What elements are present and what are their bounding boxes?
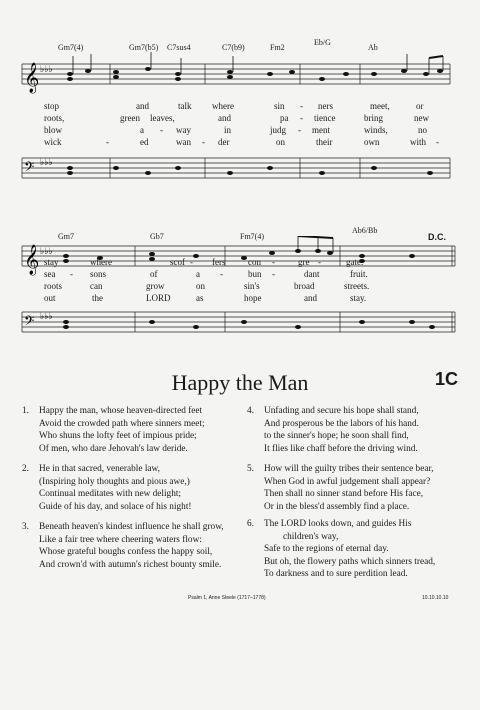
svg-text:♭♭♭: ♭♭♭: [40, 312, 53, 322]
chord-symbol: Fm7(4): [240, 232, 264, 241]
verse-line: Or in the bless'd assembly find a place.: [264, 501, 410, 512]
lyric-word: -: [272, 257, 275, 267]
lyric-word: hope: [244, 293, 262, 303]
lyric-word: leaves,: [150, 113, 175, 123]
lyric-word: streets.: [344, 281, 370, 291]
lyric-word: winds,: [364, 125, 388, 135]
verse-line: And prosperous be the labors of his hand.: [264, 418, 419, 429]
chord-symbol: Eb/G: [314, 38, 331, 47]
lyric-word: wan: [176, 137, 191, 147]
lyric-word: can: [90, 281, 103, 291]
verse-line: But oh, the flowery paths which sinners tread,: [264, 556, 436, 567]
verse-line: It flies like chaff before the driving wind.: [264, 443, 418, 454]
chord-symbol: Gm7(4): [58, 43, 84, 52]
chord-symbol: Gb7: [150, 232, 164, 241]
lyric-word: or: [416, 101, 424, 111]
verse-line: Continual meditates with new delight;: [39, 489, 182, 500]
lyric-word: judg: [270, 125, 287, 135]
lyric-word: gate.: [346, 257, 364, 267]
lyric-word: green: [120, 113, 140, 123]
hymn-title: Happy the Man: [171, 370, 309, 395]
bass-clef-icon: 𝄢: [24, 313, 35, 332]
lyric-word: with: [410, 137, 427, 147]
chord-symbol: Ab6/Bb: [352, 226, 378, 235]
svg-text:♭♭♭: ♭♭♭: [40, 65, 53, 75]
lyric-word: new: [414, 113, 429, 123]
lyric-word: -: [202, 137, 205, 147]
lyric-word: and: [218, 113, 231, 123]
lyric-word: bun: [248, 269, 262, 279]
lyric-word: -: [70, 269, 73, 279]
chord-symbol: C7sus4: [167, 43, 191, 52]
verse-2: [22, 463, 192, 513]
lyric-word: pa: [280, 113, 289, 123]
lyric-word: -: [298, 125, 301, 135]
lyric-word: their: [316, 137, 333, 147]
verse-number: 5.: [247, 464, 254, 474]
lyric-word: sea: [44, 269, 56, 279]
lyric-word: -: [160, 125, 163, 135]
lyric-word: on: [276, 137, 285, 147]
lyric-word: sin's: [244, 281, 260, 291]
treble-clef-icon: 𝄞: [24, 245, 40, 275]
lyric-word: -: [190, 257, 193, 267]
chord-symbol: Gm7(b5): [129, 43, 159, 52]
lyric-word: out: [44, 293, 56, 303]
verse-line: (Inspiring holy thoughts and pious awe,): [39, 476, 190, 487]
lyric-word: -: [300, 113, 303, 123]
meter-label: 10.10.10.10: [422, 595, 449, 601]
lyric-word: grow: [146, 281, 165, 291]
lyric-word: no: [418, 125, 427, 135]
credit-line: Psalm 1, Anne Steele (1717–1778): [188, 595, 266, 601]
verse-4: [247, 405, 419, 455]
lyric-word: talk: [178, 101, 192, 111]
lyric-word: roots,: [44, 113, 65, 123]
lyric-word: roots: [44, 281, 62, 291]
lyric-word: stay: [44, 257, 59, 267]
lyric-word: dant: [304, 269, 320, 279]
treble-staff-2: [0, 236, 480, 296]
lyric-word: -: [436, 137, 439, 147]
bass-staff-1: [0, 150, 480, 190]
lyric-word: sin: [274, 101, 285, 111]
verse-6: [247, 518, 435, 581]
lyric-word: -: [106, 137, 109, 147]
lyric-word: broad: [294, 281, 315, 291]
lyric-word: tience: [314, 113, 336, 123]
lyric-word: -: [318, 257, 321, 267]
lyric-word: LORD: [146, 293, 171, 303]
lyric-word: a: [196, 269, 200, 279]
lyric-word: meet,: [370, 101, 390, 111]
verse-line: Then shall no sinner stand before His face,: [264, 489, 424, 500]
lyric-word: way: [176, 125, 191, 135]
lyric-word: fers: [212, 257, 226, 267]
verse-number: 6.: [247, 519, 254, 529]
lyric-word: stay.: [350, 293, 367, 303]
verse-line: Like a fair tree where cheering waters flow:: [39, 534, 202, 545]
verse-line: To darkness and to sure perdition lead.: [264, 569, 408, 580]
lyric-word: and: [304, 293, 317, 303]
lyric-word: sons: [90, 269, 107, 279]
verse-line: When God in awful judgement shall appear?: [264, 476, 431, 487]
verse-line: Unfading and secure his hope shall stand,: [264, 406, 419, 416]
chord-symbol: Ab: [368, 43, 378, 52]
verse-line: Who shuns the lofty feet of impious pride;: [39, 431, 197, 442]
bass-staff-2: [0, 304, 480, 344]
lyric-word: ment: [312, 125, 330, 135]
lyric-word: ed: [140, 137, 149, 147]
lyric-word: a: [140, 125, 144, 135]
lyric-word: in: [224, 125, 232, 135]
svg-text:♭♭♭: ♭♭♭: [40, 158, 53, 168]
lyric-word: gre: [298, 257, 310, 267]
verse-number: 4.: [247, 406, 254, 416]
verse-line: Beneath heaven's kindest influence he shall grow,: [39, 522, 224, 532]
verse-line: Guide of his day, and solace of his night!: [39, 501, 192, 512]
verse-line: Avoid the crowded path where sinners meet;: [39, 418, 205, 429]
verse-line: Safe to the regions of eternal day.: [264, 544, 389, 555]
chord-symbol: Fm2: [270, 43, 285, 52]
verse-line: to the sinner's hope; he soon shall find,: [264, 431, 409, 442]
chord-symbol: C7(b9): [222, 43, 245, 52]
verse-line: He in that sacred, venerable law,: [39, 464, 160, 474]
verse-1: [22, 405, 205, 455]
lyric-word: where: [212, 101, 234, 111]
lyric-word: of: [150, 269, 158, 279]
lyric-word: wick: [44, 137, 62, 147]
lyric-word: blow: [44, 125, 62, 135]
lyric-word: -: [220, 269, 223, 279]
verse-line: Happy the man, whose heaven-directed feet: [39, 406, 203, 416]
da-capo-mark: D.C.: [428, 232, 446, 242]
lyric-word: the: [92, 293, 103, 303]
svg-text:♭♭♭: ♭♭♭: [40, 247, 53, 257]
chord-symbol: Gm7: [58, 232, 74, 241]
verse-line: Of men, who dare Jehovah's law deride.: [39, 443, 188, 454]
verse-line: And crown'd with autumn's richest bounty smile.: [39, 559, 222, 570]
lyric-word: bring: [364, 113, 383, 123]
lyric-word: on: [196, 281, 205, 291]
verse-number: 2.: [22, 464, 29, 474]
hymn-number: 1C: [434, 369, 458, 389]
lyric-word: where: [90, 257, 112, 267]
verse-line: Whose grateful boughs confess the happy soil,: [39, 547, 213, 558]
treble-staff-1: [0, 50, 480, 130]
treble-clef-icon: 𝄞: [24, 63, 40, 93]
verse-line: The LORD looks down, and guides His: [264, 519, 412, 529]
lyric-word: -: [300, 101, 303, 111]
verse-3: [22, 521, 224, 571]
lyric-word: as: [196, 293, 204, 303]
verse-5: [247, 463, 434, 513]
lyric-word: stop: [44, 101, 60, 111]
lyric-word: con: [248, 257, 261, 267]
verse-line: How will the guilty tribes their sentence bear,: [264, 464, 434, 474]
lyric-word: ners: [318, 101, 333, 111]
lyric-word: own: [364, 137, 380, 147]
lyric-word: scof: [170, 257, 185, 267]
verse-line: children's way,: [283, 531, 339, 542]
verse-number: 3.: [22, 522, 29, 532]
lyric-word: der: [218, 137, 230, 147]
lyric-word: fruit.: [350, 269, 368, 279]
lyric-word: and: [136, 101, 149, 111]
verse-number: 1.: [22, 406, 29, 416]
lyric-word: -: [272, 269, 275, 279]
bass-clef-icon: 𝄢: [24, 159, 35, 178]
